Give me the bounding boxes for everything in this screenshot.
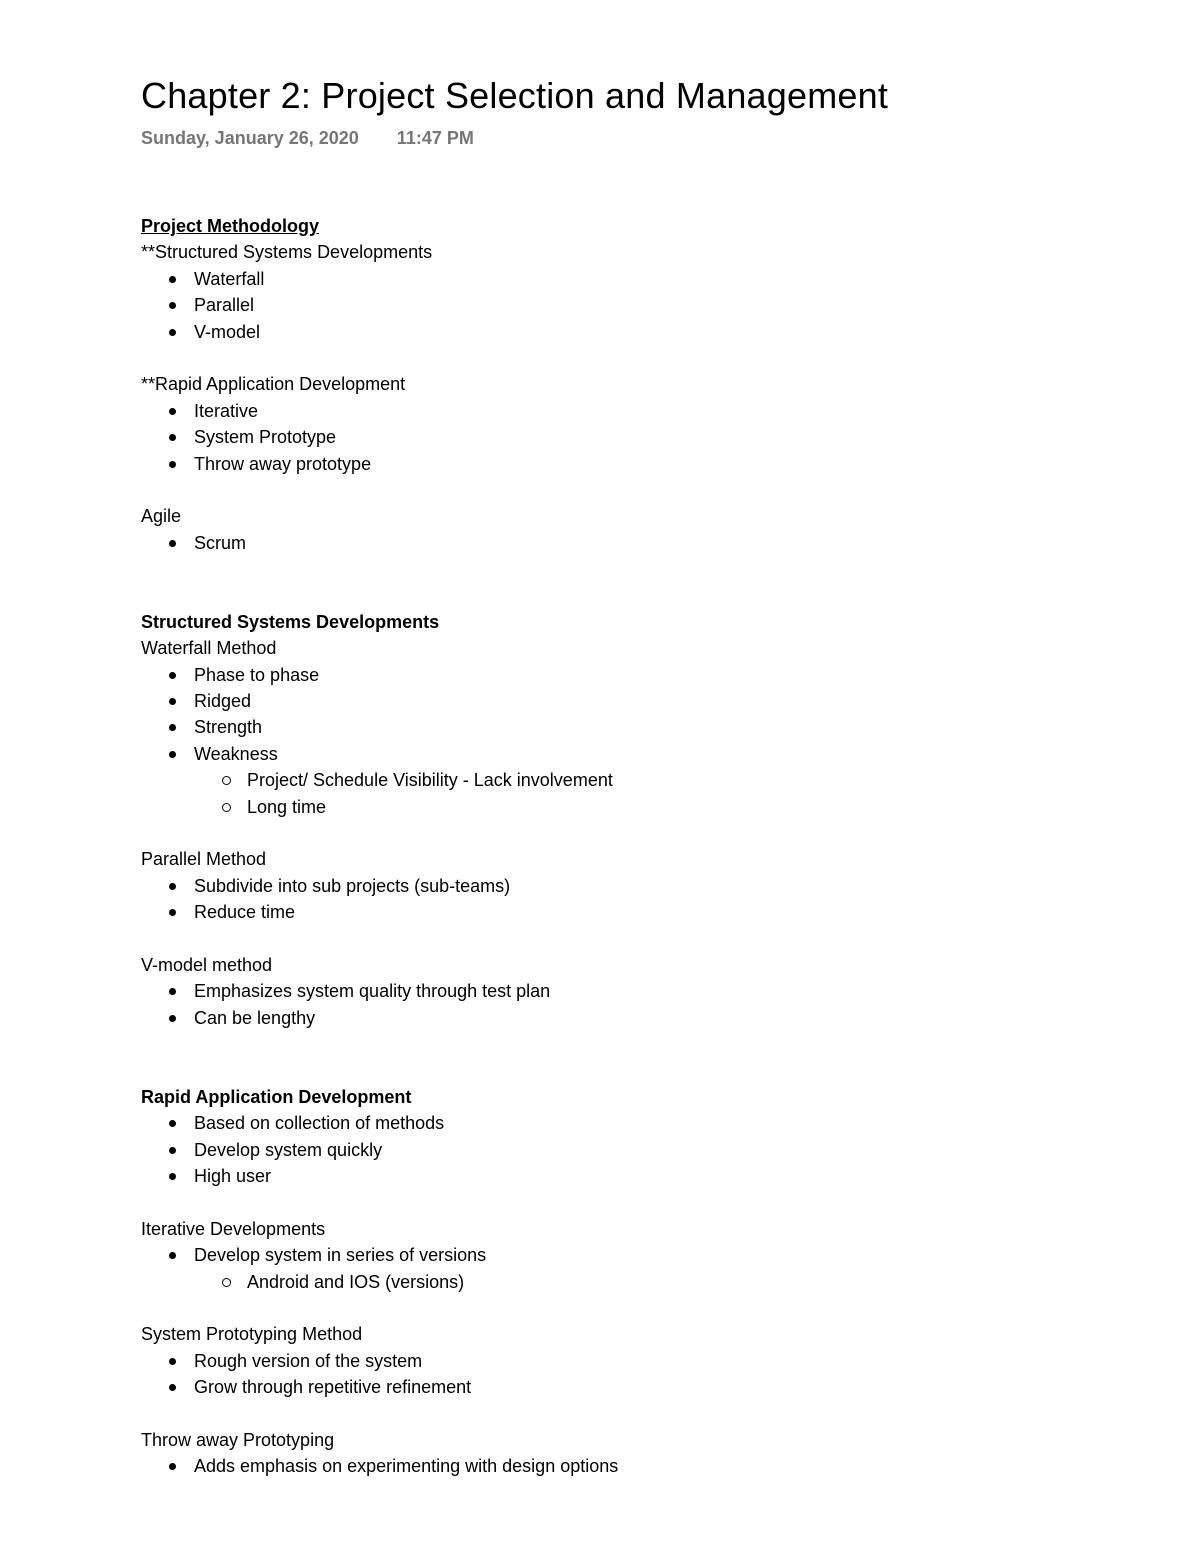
note-body: [141, 213, 1141, 1480]
list-item: Scrum: [141, 530, 1141, 556]
throwaway-list: [141, 1453, 1141, 1479]
spacer: [141, 1295, 1141, 1321]
list-item: Subdivide into sub projects (sub-teams): [141, 873, 1141, 899]
rad-label: **Rapid Application Development: [141, 374, 406, 395]
spacer: [141, 820, 1141, 846]
note-page: [141, 72, 1141, 152]
spacer: [141, 345, 1141, 371]
parallel-list: [141, 873, 1141, 926]
iterative-label: Iterative Developments: [141, 1218, 326, 1239]
sub-list-item: Android and IOS (versions): [141, 1269, 1141, 1295]
list-item: V-model: [141, 319, 1141, 345]
spacer: [141, 926, 1141, 952]
list-item: System Prototype: [141, 424, 1141, 450]
list-item: Develop system quickly: [141, 1137, 1141, 1163]
rad-list: [141, 398, 1141, 477]
agile-list: [141, 530, 1141, 556]
spacer: [141, 556, 1141, 609]
list-item: Develop system in series of versions: [141, 1242, 1141, 1268]
list-item: Strength: [141, 714, 1141, 740]
list-item: Rough version of the system: [141, 1348, 1141, 1374]
list-item: Adds emphasis on experimenting with design options: [141, 1453, 1141, 1479]
page-title: Chapter 2: Project Selection and Management: [141, 75, 889, 116]
ssd-label: **Structured Systems Developments: [141, 242, 433, 263]
list-item: Waterfall: [141, 266, 1141, 292]
note-timestamp: [141, 124, 1141, 152]
list-item: Phase to phase: [141, 662, 1141, 688]
list-item: Reduce time: [141, 899, 1141, 925]
list-item: Based on collection of methods: [141, 1110, 1141, 1136]
sub-list-item: Project/ Schedule Visibility - Lack involvement: [141, 767, 1141, 793]
rad-items-list: [141, 1110, 1141, 1189]
note-date: Sunday, January 26, 2020: [141, 128, 359, 148]
waterfall-label: Waterfall Method: [141, 638, 277, 659]
waterfall-list: [141, 662, 1141, 820]
list-item: Throw away prototype: [141, 451, 1141, 477]
list-item: Iterative: [141, 398, 1141, 424]
vmodel-list: [141, 978, 1141, 1031]
list-item: Emphasizes system quality through test plan: [141, 978, 1141, 1004]
section-heading-project-methodology: Project Methodology: [141, 216, 320, 236]
spacer: [141, 1031, 1141, 1084]
list-item: Parallel: [141, 292, 1141, 318]
note-time: 11:47 PM: [396, 128, 474, 148]
parallel-label: Parallel Method: [141, 849, 267, 870]
list-item: High user: [141, 1163, 1141, 1189]
iterative-list: [141, 1242, 1141, 1295]
spacer: [141, 477, 1141, 503]
vmodel-label: V-model method: [141, 954, 273, 975]
section-heading-rapid-application: Rapid Application Development: [141, 1086, 412, 1107]
list-item: Grow through repetitive refinement: [141, 1374, 1141, 1400]
prototyping-label: System Prototyping Method: [141, 1324, 363, 1345]
section-heading-structured-systems: Structured Systems Developments: [141, 611, 440, 632]
ssd-list: [141, 266, 1141, 345]
throwaway-label: Throw away Prototyping: [141, 1430, 335, 1450]
list-item: Weakness: [141, 741, 1141, 767]
list-item: Ridged: [141, 688, 1141, 714]
list-item: Can be lengthy: [141, 1005, 1141, 1031]
spacer: [141, 1401, 1141, 1427]
prototyping-list: [141, 1348, 1141, 1401]
spacer: [141, 1189, 1141, 1215]
agile-label: Agile: [141, 506, 182, 527]
sub-list-item: Long time: [141, 794, 1141, 820]
